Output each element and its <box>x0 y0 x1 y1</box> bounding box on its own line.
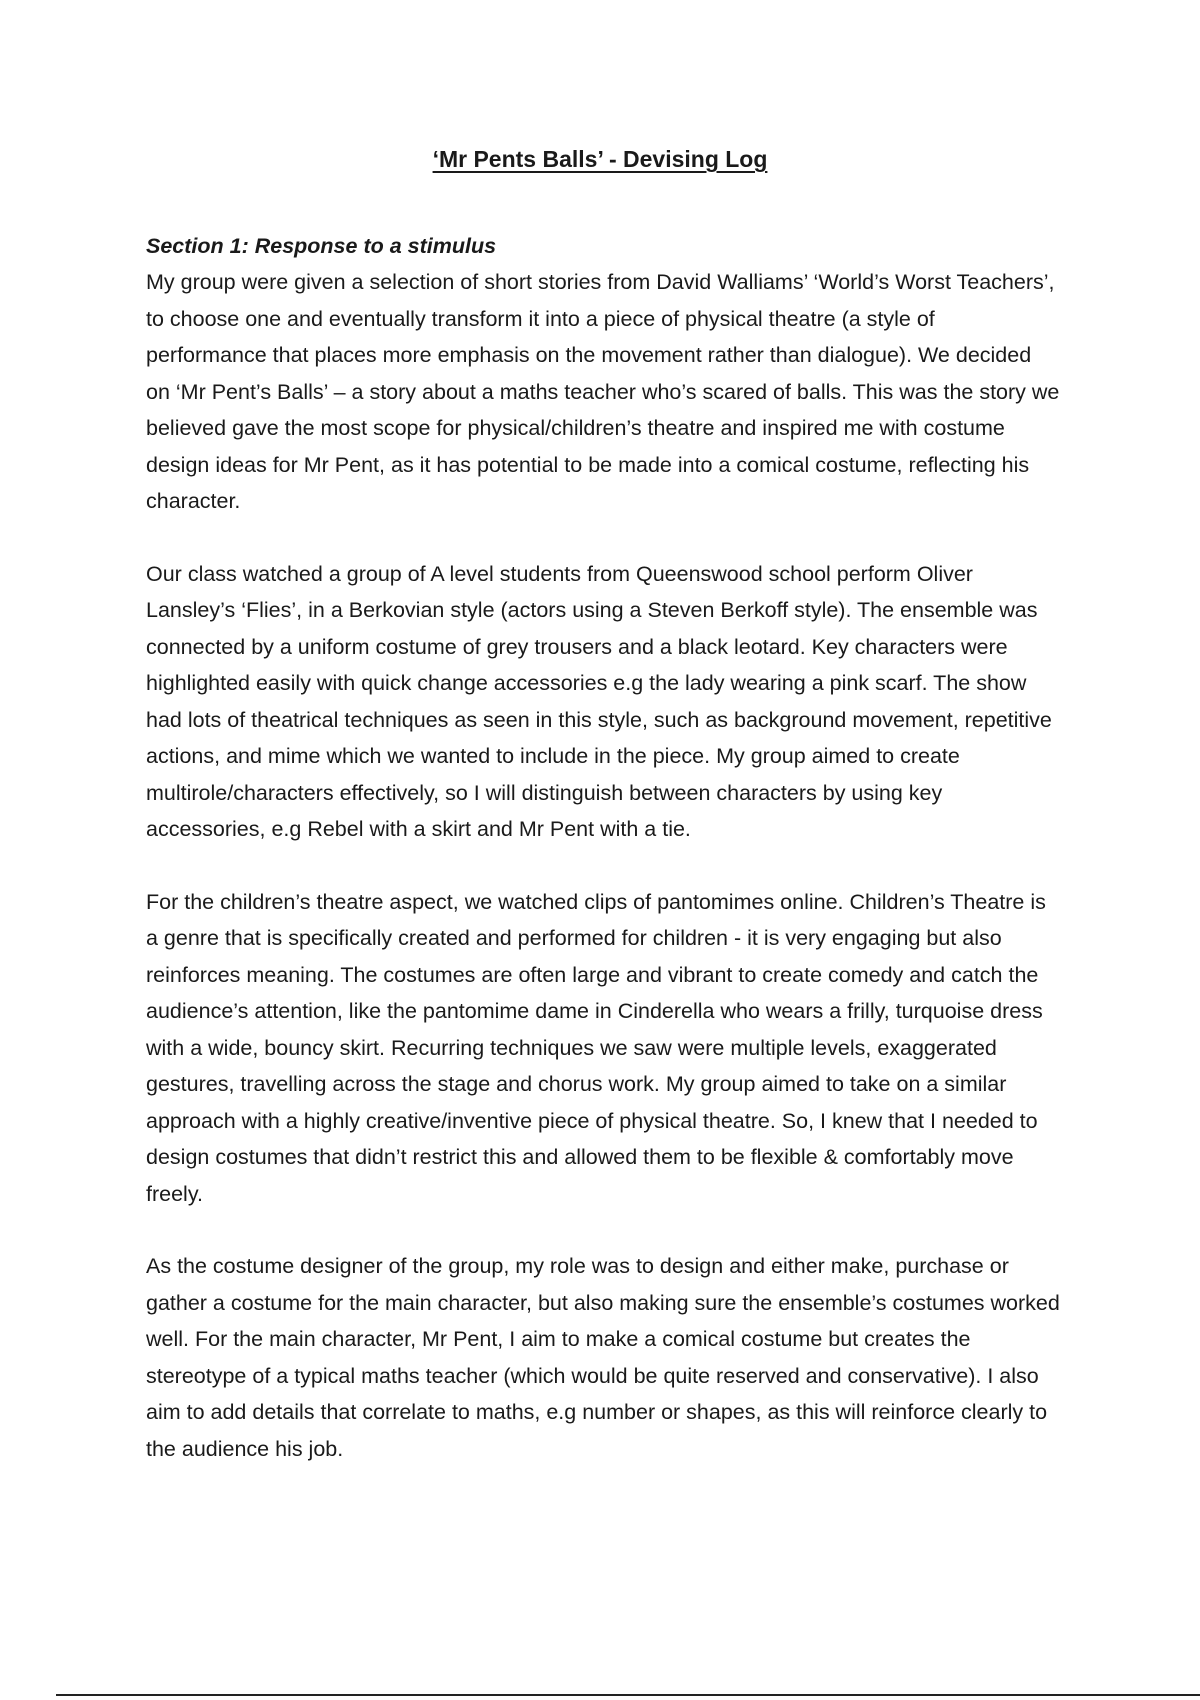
paragraph-flies-performance: Our class watched a group of A level students from Queenswood school perform Oliver Lansley’s ‘Flies’, in a Berkovian style (actors using a Steven Berkoff style). The ensemble was connected by a uniform costume of grey trousers and a black leotard. Key characters were highlighted easily with quick change accessories e.g the lady wearing a pink scarf. The show had lots of theatrical techniques as seen in this style, such as background movement, repetitive actions, and mime which we wanted to include in the piece. My group aimed to create multirole/characters effectively, so I will distinguish between characters by using key accessories, e.g Rebel with a skirt and Mr Pent with a tie. <box>146 561 1052 841</box>
paragraph-costume-designer-role: As the costume designer of the group, my role was to design and either make, purchase or gather a costume for the main character, but also making sure the ensemble’s costumes worked well. For the main character, Mr Pent, I aim to make a comical costume but creates the stereotype of a typical maths teacher (which would be quite reserved and conservative). I also aim to add details that correlate to maths, e.g number or shapes, as this will reinforce clearly to the audience his job. <box>146 1254 1060 1461</box>
paragraph-childrens-theatre: For the children’s theatre aspect, we watched clips of pantomimes online. Children’s Theatre is a genre that is specifically created and performed for children - it is very engaging but also reinforces meaning. The costumes are often large and vibrant to create comedy and catch the audience’s attention, like the pantomime dame in Cinderella who wears a frilly, turquoise dress with a wide, bouncy skirt. Recurring techniques we saw were multiple levels, exaggerated gestures, travelling across the stage and chorus work. My group aimed to take on a similar approach with a highly creative/inventive piece of physical theatre. So, I knew that I needed to design costumes that didn’t restrict this and allowed them to be flexible & comfortably move freely. <box>146 889 1046 1206</box>
document-title: ‘Mr Pents Balls’ - Devising Log <box>432 146 768 172</box>
footer-rule <box>56 1694 1200 1696</box>
section-heading: Section 1: Response to a stimulus <box>146 234 497 258</box>
document-body <box>146 228 1061 1503</box>
paragraph-stimulus: My group were given a selection of short stories from David Walliams’ ‘World’s Worst Teachers’, to choose one and eventually transform it into a piece of physical theatre (a style of performance that places more emphasis on the movement rather than dialogue). We decided on ‘Mr Pent’s Balls’ – a story about a maths teacher who’s scared of balls. This was the story we believed gave the most scope for physical/children’s theatre and inspired me with costume design ideas for Mr Pent, as it has potential to be made into a comical costume, reflecting his character. <box>146 270 1060 513</box>
